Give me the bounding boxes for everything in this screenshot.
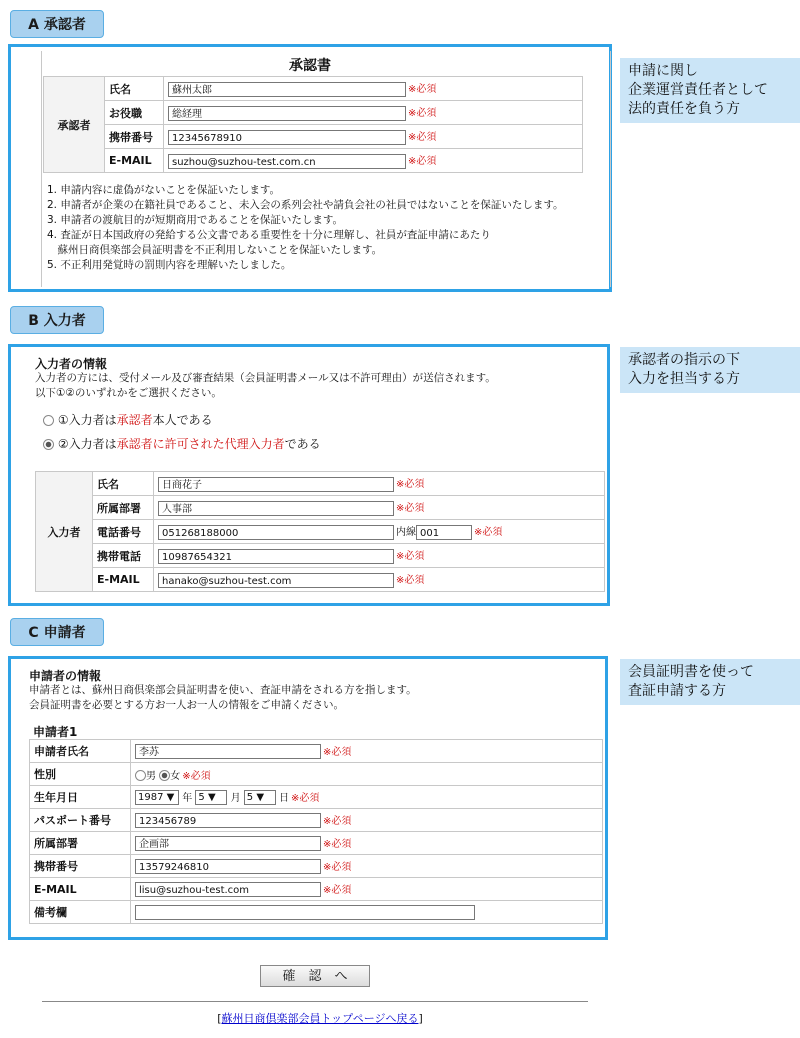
- applicant-frame: [8, 656, 608, 940]
- bracket-right: ]: [418, 1012, 423, 1025]
- year-select[interactable]: [135, 790, 179, 805]
- option-2-text: ②入力者は: [57, 437, 117, 451]
- remarks-label: 備考欄: [30, 901, 131, 924]
- applicant-desc-1: 申請者とは、蘇州日商倶楽部会員証明書を使い、査証申請をされる方を指します。: [29, 684, 417, 696]
- back-link-row: [0, 1010, 640, 1026]
- section-a-tab: A 承認者: [10, 10, 104, 38]
- female-label: 女: [170, 770, 181, 782]
- radio-male[interactable]: [135, 770, 146, 781]
- applicant-title: 申請者の情報: [29, 669, 102, 683]
- section-c-tab: C 申請者: [10, 618, 104, 646]
- option-1[interactable]: [43, 411, 213, 428]
- day-select[interactable]: [244, 790, 276, 805]
- approver-group-label: 承認者: [44, 77, 105, 173]
- back-to-top-link[interactable]: 蘇州日商倶楽部会員トップページへ戻る: [221, 1012, 419, 1025]
- day-value: 5: [246, 792, 254, 804]
- applicant-subtitle: 申請者1: [33, 725, 78, 739]
- inputter-frame: [8, 344, 610, 606]
- approver-table: [43, 76, 583, 173]
- divider: [42, 1001, 588, 1002]
- option-1-suffix: 本人である: [152, 413, 213, 427]
- required-mark: ※必須: [408, 132, 437, 144]
- year-value: 1987: [138, 792, 164, 804]
- inputter-dept-input[interactable]: 人事部: [158, 501, 394, 516]
- required-mark: ※必須: [323, 884, 352, 896]
- approver-email-label: E-MAIL: [105, 149, 164, 173]
- month-value: 5: [198, 792, 205, 804]
- approval-heading: 承認書: [289, 58, 331, 74]
- required-mark: ※必須: [290, 792, 320, 804]
- year-unit: 年: [182, 792, 193, 804]
- required-mark: ※必須: [408, 156, 437, 168]
- section-b-tab: B 入力者: [10, 306, 104, 334]
- applicant-note: 会員証明書を使って 査証申請する方: [620, 659, 800, 705]
- extension-label: 内線: [396, 527, 416, 539]
- chevron-down-icon: ▼: [207, 792, 216, 804]
- mobile-input[interactable]: 13579246810: [135, 859, 321, 874]
- chevron-down-icon: ▼: [256, 792, 265, 804]
- radio-unchecked-icon[interactable]: [43, 415, 54, 426]
- inputter-name-input[interactable]: 日商花子: [158, 477, 394, 492]
- inputter-phone-input[interactable]: 051268188000: [158, 525, 394, 540]
- terms-list: [47, 183, 607, 273]
- applicant-name-input[interactable]: 李苏: [135, 744, 321, 759]
- dept-label: 所属部署: [30, 832, 131, 855]
- approver-title-input[interactable]: 総経理: [168, 106, 406, 121]
- confirm-button[interactable]: 確 認 へ: [260, 965, 370, 987]
- applicant-desc-2: 会員証明書を必要とする方お一人お一人の情報をご申請ください。: [29, 699, 344, 711]
- male-label: 男: [146, 770, 156, 782]
- required-mark: ※必須: [408, 84, 437, 96]
- inputter-title: 入力者の情報: [35, 357, 108, 371]
- inputter-group-label: 入力者: [36, 472, 93, 592]
- applicant-table: [29, 739, 603, 924]
- required-mark: ※必須: [396, 551, 425, 563]
- required-mark: ※必須: [396, 503, 425, 515]
- bracket-left: [: [217, 1012, 222, 1025]
- inputter-phone-label: 電話番号: [93, 520, 154, 544]
- option-2-highlight: 承認者に許可された代理入力者: [116, 437, 285, 451]
- inputter-dept-label: 所属部署: [93, 496, 154, 520]
- required-mark: ※必須: [408, 108, 437, 120]
- term-2: 2. 申請者が企業の在籍社員であること、未入会の系列会社や請負会社の社員ではないことを保証いたします。: [47, 199, 564, 211]
- approver-title-label: お役職: [105, 101, 164, 125]
- option-1-highlight: 承認者: [116, 413, 153, 427]
- approver-mobile-label: 携帯番号: [105, 125, 164, 149]
- passport-label: パスポート番号: [30, 809, 131, 832]
- inputter-desc-1: 入力者の方には、受付メール及び審査結果（会員証明書メール又は不許可理由）が送信されます。: [35, 372, 496, 384]
- passport-input[interactable]: 123456789: [135, 813, 321, 828]
- birth-label: 生年月日: [30, 786, 131, 809]
- sex-label: 性別: [30, 763, 131, 786]
- email-label: E-MAIL: [30, 878, 131, 901]
- remarks-input[interactable]: [135, 905, 475, 920]
- chevron-down-icon: ▼: [166, 792, 175, 804]
- required-mark: ※必須: [182, 770, 211, 782]
- term-5: 5. 不正利用発覚時の罰則内容を理解いたしました。: [47, 259, 292, 271]
- term-4b: 蘇州日商倶楽部会員証明書を不正利用しないことを保証いたします。: [47, 244, 383, 256]
- term-4: 4. 査証が日本国政府の発給する公文書である重要性を十分に理解し、社員が査証申請にあたり: [47, 229, 491, 241]
- inputter-desc-2: 以下①②のいずれかをご選択ください。: [35, 387, 222, 399]
- month-select[interactable]: [195, 790, 227, 805]
- required-mark: ※必須: [323, 815, 352, 827]
- approver-name-input[interactable]: 蘇州太郎: [168, 82, 406, 97]
- dept-input[interactable]: 企画部: [135, 836, 321, 851]
- approver-note: 申請に関し 企業運営責任者として 法的責任を負う方: [620, 58, 800, 123]
- inputter-note: 承認者の指示の下 入力を担当する方: [620, 347, 800, 393]
- radio-female[interactable]: [159, 770, 170, 781]
- required-mark: ※必須: [474, 527, 503, 539]
- inputter-mobile-label: 携帯電話: [93, 544, 154, 568]
- inputter-name-label: 氏名: [93, 472, 154, 496]
- required-mark: ※必須: [396, 479, 425, 491]
- option-2[interactable]: [43, 435, 321, 452]
- inputter-mobile-input[interactable]: 10987654321: [158, 549, 394, 564]
- inputter-email-label: E-MAIL: [93, 568, 154, 592]
- inputter-table: [35, 471, 605, 592]
- approver-name-label: 氏名: [105, 77, 164, 101]
- required-mark: ※必須: [323, 746, 352, 758]
- required-mark: ※必須: [396, 575, 425, 587]
- inputter-email-input[interactable]: hanako@suzhou-test.com: [158, 573, 394, 588]
- applicant-name-label: 申請者氏名: [30, 740, 131, 763]
- email-input[interactable]: lisu@suzhou-test.com: [135, 882, 321, 897]
- required-mark: ※必須: [323, 861, 352, 873]
- term-3: 3. 申請者の渡航目的が短期商用であることを保証いたします。: [47, 214, 344, 226]
- mobile-label: 携帯番号: [30, 855, 131, 878]
- month-unit: 月: [230, 792, 241, 804]
- approver-mobile-input[interactable]: 12345678910: [168, 130, 406, 145]
- option-2-suffix: である: [284, 437, 321, 451]
- term-1: 1. 申請内容に虚偽がないことを保証いたします。: [47, 184, 281, 196]
- required-mark: ※必須: [323, 838, 352, 850]
- radio-checked-icon[interactable]: [43, 439, 54, 450]
- option-1-text: ①入力者は: [57, 413, 117, 427]
- day-unit: 日: [278, 792, 289, 804]
- approver-email-input[interactable]: suzhou@suzhou-test.com.cn: [168, 154, 406, 169]
- approver-frame: [8, 44, 612, 292]
- extension-input[interactable]: 001: [416, 525, 472, 540]
